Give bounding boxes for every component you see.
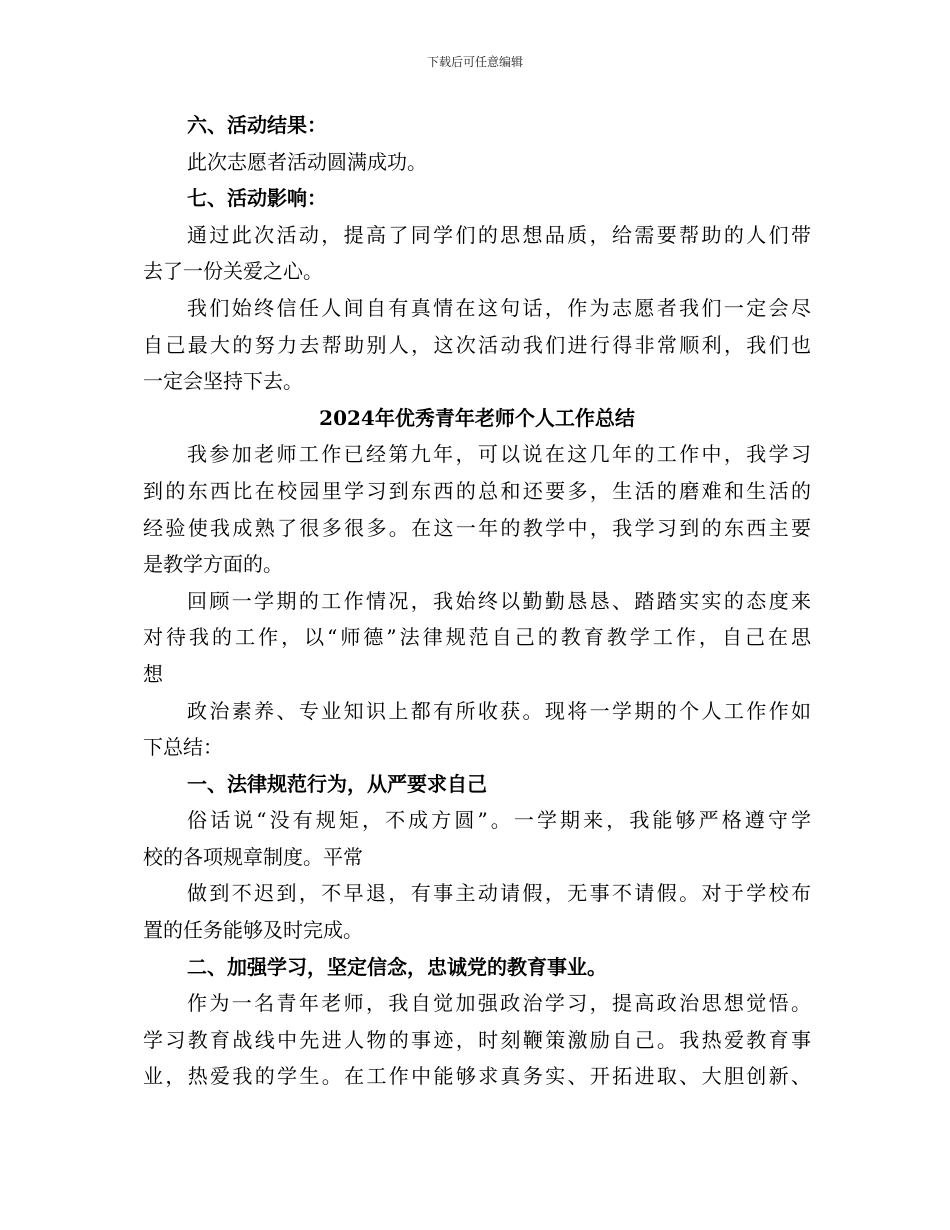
text-line: 政治素养、专业知识上都有所收获。现将一学期的个人工作作如 [187, 698, 811, 723]
text-line: 我们始终信任人间自有真情在这句话，作为志愿者我们一定会尽 [187, 295, 811, 320]
text-line: 一定会坚持下去。 [143, 369, 303, 394]
text-line: 二、加强学习，坚定信念，忠诚党的教育事业。 [187, 954, 607, 979]
text-line: 下总结： [143, 735, 223, 760]
text-line: 自己最大的努力去帮助别人，这次活动我们进行得非常顺利，我们也 [143, 332, 811, 357]
text-line: 去了一份关爱之心。 [143, 259, 323, 284]
text-line: 通过此次活动，提高了同学们的思想品质，给需要帮助的人们带 [187, 222, 811, 247]
text-line: 回顾一学期的工作情况，我始终以勤勤恳恳、踏踏实实的态度来 [187, 588, 811, 613]
text-line: 是教学方面的。 [143, 552, 283, 577]
text-line: 六、活动结果： [187, 113, 327, 137]
text-line: 作为一名青年老师，我自觉加强政治学习，提高政治思想觉悟。 [187, 991, 811, 1016]
text-line: 做到不迟到，不早退，有事主动请假，无事不请假。对于学校布 [187, 881, 811, 906]
page-header: 下载后可任意编辑 [426, 55, 523, 69]
text-line: 业，热爱我的学生。在工作中能够求真务实、开拓进取、大胆创新、 [143, 1064, 811, 1089]
text-line: 到的东西比在校园里学习到东西的总和还要多，生活的磨难和生活的 [143, 478, 811, 503]
text-line: 一、法律规范行为，从严要求自己 [187, 771, 487, 796]
text-line: 七、活动影响： [187, 186, 327, 211]
text-line: 此次志愿者活动圆满成功。 [187, 149, 427, 174]
text-line: 经验使我成熟了很多很多。在这一年的教学中，我学习到的东西主要 [143, 515, 811, 540]
text-line: 想 [143, 661, 163, 686]
text-line: 对待我的工作，以“师德”法律规范自己的教育教学工作，自己在思 [143, 625, 811, 650]
text-line: 我参加老师工作已经第九年，可以说在这几年的工作中，我学习 [187, 442, 811, 467]
text-line: 俗话说“没有规矩，不成方圆”。一学期来，我能够严格遵守学 [187, 808, 811, 833]
document-body [143, 107, 811, 1095]
text-line: 置的任务能够及时完成。 [143, 918, 363, 943]
text-line: 学习教育战线中先进人物的事迹，时刻鞭策激励自己。我热爱教育事 [143, 1027, 811, 1052]
section-title: 2024年优秀青年老师个人工作总结 [319, 405, 635, 430]
text-line: 校的各项规章制度。平常 [143, 844, 363, 869]
